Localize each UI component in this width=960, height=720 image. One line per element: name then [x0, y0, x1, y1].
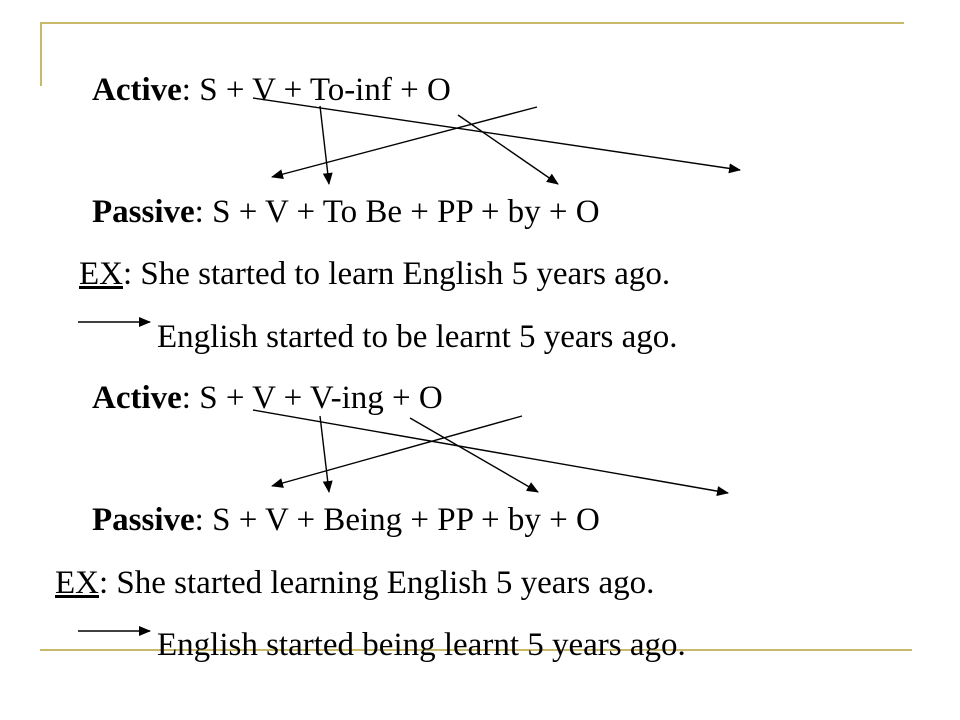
example-v-ing-passive	[157, 625, 686, 665]
example-to-inf-passive	[157, 317, 678, 357]
passive-label: Passive	[92, 502, 195, 538]
arrow-o-to-s	[272, 107, 537, 177]
passive-to-be-formula	[92, 192, 600, 232]
arrow-o-to-s	[272, 416, 522, 486]
example-text: English started to be learnt 5 years ago.	[157, 319, 678, 355]
example-text: English started being learnt 5 years ago.	[157, 627, 686, 663]
ex-label: EX	[79, 256, 123, 292]
arrow-v-to-v	[320, 416, 329, 492]
top-decor-line	[40, 22, 904, 24]
colon: :	[123, 256, 133, 292]
arrow-v-to-v	[320, 106, 329, 184]
formula-text: S + V + Being + PP + by + O	[203, 502, 600, 538]
ex-label: EX	[55, 565, 99, 601]
active-v-ing-formula	[92, 378, 443, 418]
left-decor-line	[40, 22, 42, 86]
colon: :	[194, 194, 204, 230]
arrow-to-inf-to-pp	[458, 115, 558, 184]
formula-text: S + V + To-inf + O	[190, 72, 451, 108]
colon: :	[194, 502, 204, 538]
example-v-ing-active	[55, 563, 654, 603]
example-text: She started learning English 5 years ago.	[108, 565, 655, 601]
example-text: She started to learn English 5 years ago.	[132, 256, 671, 292]
passive-label: Passive	[92, 194, 195, 230]
passive-being-formula	[92, 500, 600, 540]
colon: :	[181, 72, 191, 108]
formula-text: S + V + To Be + PP + by + O	[203, 194, 600, 230]
arrow-s-to-o	[253, 410, 728, 493]
active-label: Active	[92, 380, 182, 416]
active-label: Active	[92, 72, 182, 108]
active-to-inf-formula	[92, 70, 451, 110]
colon: :	[181, 380, 191, 416]
colon: :	[99, 565, 109, 601]
formula-text: S + V + V-ing + O	[190, 380, 443, 416]
example-to-inf-active	[79, 254, 670, 294]
arrow-v-ing-to-pp	[410, 418, 538, 492]
